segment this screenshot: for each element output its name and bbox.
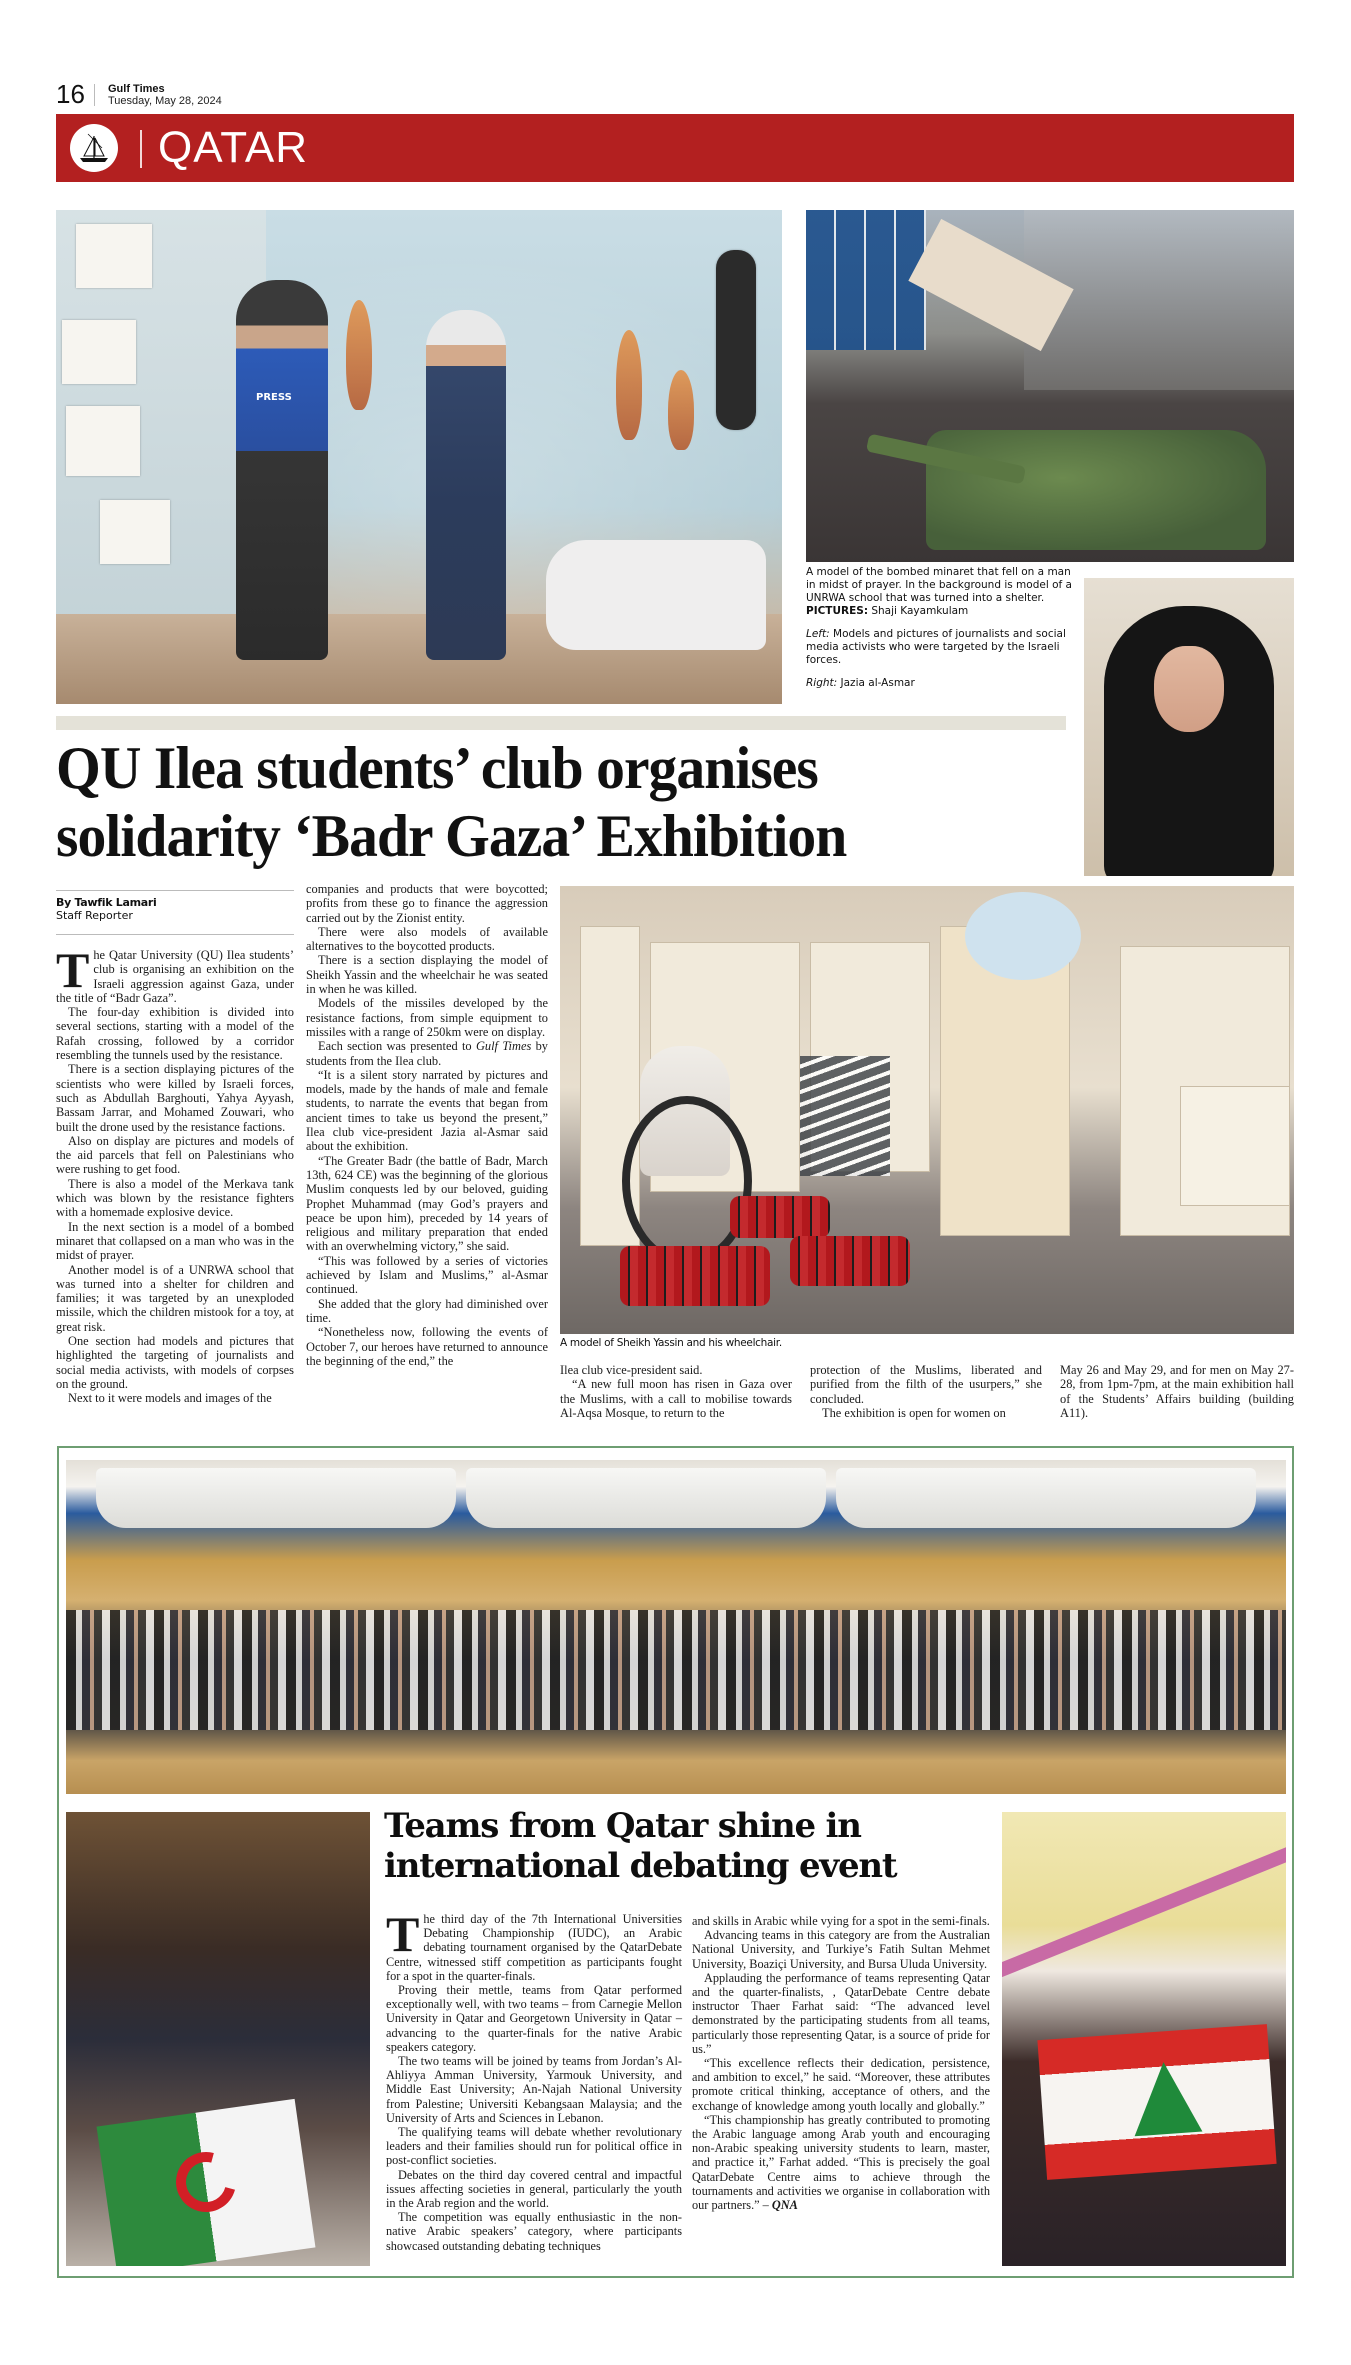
caption-left-text: Models and pictures of journalists and social media activists who were targeted by the Israeli forces. [806, 628, 1066, 666]
paragraph: The competition was equally enthusiastic in the non-native Arabic speakers’ category, where participants showcased outstanding debating techniques [386, 2210, 682, 2253]
caption-credit-label: PICTURES: [806, 605, 869, 617]
paragraph: The two teams will be joined by teams from Jordan’s Al-Ahliyya Amman University, Yarmouk University, and Middle East University; An-Najah National University from Palestine; Universiti Kebangsaan Malaysia; and the University of Arts and Sciences in Lebanon. [386, 2054, 682, 2125]
byline-rule-top [56, 890, 294, 891]
paragraph: and skills in Arabic while vying for a spot in the semi-finals. [692, 1914, 990, 1928]
paragraph: There is a section displaying the model of Sheikh Yassin and the wheelchair he was seated in when he was killed. [306, 953, 548, 997]
paragraph [692, 2113, 990, 2212]
paragraph: Ilea club vice-president said. [560, 1363, 703, 1377]
issue-date: Tuesday, May 28, 2024 [108, 95, 222, 107]
paragraph: She added that the glory had diminished over time. [306, 1296, 548, 1325]
paragraph: “Nonetheless now, following the events of October 7, our heroes have returned to announce the beginning of the end,” the [306, 1325, 548, 1368]
paragraph: The exhibition is open for women on [822, 1405, 1006, 1420]
paragraph: companies and products that were boycotted; profits from these go to finance the aggression carried out by the Zionist entity. [306, 882, 548, 925]
paragraph: “This was followed by a series of victories achieved by Islam and Muslims,” al-Asmar continued. [306, 1253, 548, 1297]
text: “This championship has greatly contributed to promoting the Arabic language among Arab youth and encouraging non-Arabic speaking university students to learn, master, and practice it,” Farhat added. “This is precisely the goal QatarDebate Centre aims to achieve through the tournaments and activities we organise in collaboration with our partners.” – [692, 2112, 990, 2213]
article2-lead: he third day of the 7th International Universities Debating Championship (IUDC), an Arabic debating tournament organised by the QatarDebate Centre, witnessed stiff competition as participants fought for a spot in the quarter-finals. [386, 1912, 682, 1983]
paragraph: Advancing teams in this category are from the Australian National University, and Turkiye’s Fatih Sultan Mehmet University, Boaziçi University, and Bursa Uluda University. [692, 1928, 990, 1971]
paragraph: Proving their mettle, teams from Qatar performed exceptionally well, with two teams – from Carnegie Mellon University in Qatar and Georgetown University in Qatar – advancing to the quarter-finals for the native Arabic speakers category. [386, 1983, 682, 2054]
paragraph: There is a section displaying pictures of the scientists who were killed by Israeli forces, such as Abdullah Barghouti, Yahya Ayyash, Bassam Jarrar, and Mohamed Zouwari, who built the drone used by the resistance factions. [56, 1062, 294, 1134]
paragraph: Also on display are pictures and models of the aid parcels that fell on Palestinians who were rushing to get food. [56, 1133, 294, 1177]
masthead-divider [94, 84, 95, 106]
article1-column-1 [56, 942, 294, 1406]
page-number: 16 [56, 79, 85, 109]
gulf-times-italic: Gulf Times [475, 1039, 532, 1054]
photo-tank-minaret-model [806, 210, 1294, 562]
photo-jazia-al-asmar [1084, 578, 1294, 876]
text: Each section was presented to [318, 1039, 476, 1054]
paragraph: Applauding the performance of teams representing Qatar and the quarter-finalists, , QatarDebate Centre debate instructor Thaer Farhat said: “The advanced level demonstrated by the participating students from all teams, particularly those representing Qatar, is a source of pride for us.” [692, 1970, 990, 2056]
photo-debate-participants-group [66, 1460, 1286, 1794]
photo-journalists-models [56, 210, 782, 704]
paragraph: protection of the Muslims, liberated and purified from the filth of the usurpers,” she concluded. [810, 1363, 1042, 1406]
caption-right-text: Jazia al-Asmar [840, 677, 915, 689]
byline-rule-bottom [56, 934, 294, 935]
caption-left-label: Left: [806, 628, 830, 640]
paragraph: Next to it were models and images of the [68, 1391, 272, 1406]
article1-column-5 [1060, 1363, 1294, 1420]
yassin-caption: A model of Sheikh Yassin and his wheelchair. [560, 1337, 782, 1349]
banner-divider [140, 130, 142, 168]
paragraph: The four-day exhibition is divided into several sections, starting with a model of the Rafah crossing, followed by a corridor resembling the tunnels used by the resistance. [56, 1005, 294, 1063]
byline [56, 896, 294, 922]
paragraph: There were also models of available alternatives to the boycotted products. [306, 924, 548, 954]
photo-debaters-algeria-flag [66, 1812, 370, 2266]
press-label: PRESS [256, 392, 292, 403]
paragraph: In the next section is a model of a bombed minaret that collapsed on a man who was in the midst of prayer. [56, 1219, 294, 1263]
article1-lead: he Qatar University (QU) Ilea students’ club is organising an exhibition on the Israeli aggression against Gaza, under the title of “Badr Gaza”. [56, 948, 294, 1005]
caption-main: A model of the bombed minaret that fell on a man in midst of prayer. In the background is model of a UNRWA school that was turned into a shelter. [806, 566, 1072, 604]
paragraph: The qualifying teams will debate whether revolutionary leaders and their families should run for political office in post-conflict societies. [386, 2125, 682, 2168]
paragraph: May 26 and May 29, and for men on May 27-28, from 1pm-7pm, at the main exhibition hall of the Students’ Affairs building (building A11). [1060, 1363, 1294, 1420]
paragraph: “It is a silent story narrated by pictures and models, made by the hands of male and female students, to narrate the events that began from ancient times to take us beyond the present,” Ilea club vice-president Jazia al-Asmar said about the exhibition. [306, 1067, 548, 1154]
article2-column-2 [692, 1914, 990, 2212]
paragraph: Debates on the third day covered central and impactful issues affecting societies in general, particularly the youth in the Arab region and the world. [386, 2167, 682, 2211]
section-title: QATAR [158, 123, 309, 172]
paragraph: Models of the missiles developed by the resistance factions, from simple equipment to missiles with a range of 250km were on display. [306, 996, 548, 1039]
paper-name: Gulf Times [108, 83, 165, 95]
photo-captions [806, 566, 1078, 700]
paragraph: “A new full moon has risen in Gaza over the Muslims, with a call to mobilise towards Al-Aqsa Mosque, to return to the [560, 1377, 792, 1420]
photo-sheikh-yassin-model [560, 886, 1294, 1334]
source-credit: QNA [771, 2198, 798, 2213]
paper-info [108, 84, 222, 108]
byline-author: By Tawfik Lamari [56, 896, 157, 909]
headline-band [56, 716, 1066, 730]
text: by students from the Ilea club. [306, 1039, 548, 1068]
caption-credit-name: Shaji Kayamkulam [871, 605, 969, 617]
dhow-boat-icon [70, 124, 118, 172]
article1-column-4 [810, 1363, 1042, 1420]
paragraph: There is also a model of the Merkava tank which was blown by the resistance fighters with a homemade explosive device. [56, 1176, 294, 1220]
paragraph [306, 1039, 548, 1068]
paragraph: One section had models and pictures that highlighted the targeting of journalists and social media activists, with models of corpses on the ground. [56, 1334, 294, 1391]
article1-column-3 [560, 1363, 792, 1420]
dropcap: T [386, 1906, 420, 1962]
paragraph: Another model is of a UNRWA school that was turned into a shelter for children and families; it was targeted by an unexploded missile, which the children mistook for a toy, at great risk. [56, 1262, 294, 1334]
caption-right-label: Right: [806, 677, 838, 689]
article1-column-2 [306, 882, 548, 1368]
photo-debaters-lebanon-flag [1002, 1812, 1286, 2266]
article2-headline: Teams from Qatar shine in international debating event [384, 1806, 897, 1886]
dropcap: T [56, 942, 90, 998]
article2-column-1 [386, 1906, 682, 2253]
byline-role: Staff Reporter [56, 909, 133, 922]
article1-headline: QU Ilea students’ club organises solidarity ‘Badr Gaza’ Exhibition [56, 735, 847, 869]
paragraph: “This excellence reflects their dedication, persistence, and ambition to excel,” he said. “Moreover, these attributes promote critical thinking, acceptance of others, and the exchange of knowledge among youth locally and globally.” [692, 2056, 990, 2113]
paragraph: “The Greater Badr (the battle of Badr, March 13th, 624 CE) was the beginning of the glorious Muslim conquests led by our beloved, guiding Prophet Muhammad (may God’s prayers and peace be upon him), preceded by 14 years of religious and military preparation that ended with an overwhelming victory,” she said. [306, 1153, 548, 1254]
